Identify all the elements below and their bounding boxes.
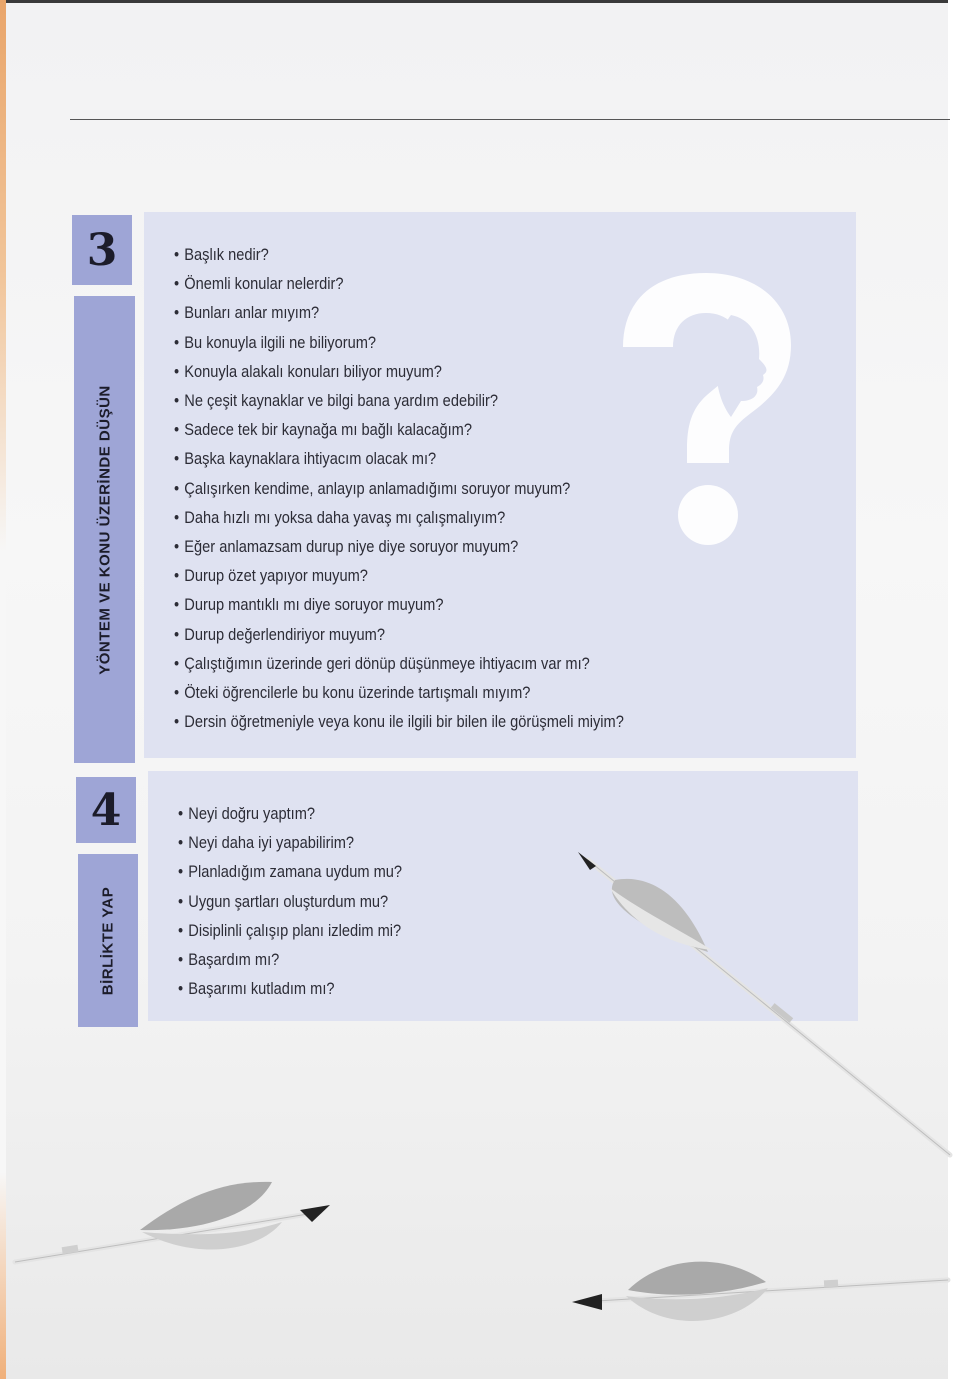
- list-item: • Dersin öğretmeniyle veya konu ile ilgili bir bilen ile görüşmeli miyim?: [174, 707, 624, 736]
- list-item: • Başlık nedir?: [174, 240, 624, 269]
- list-item: • Neyi daha iyi yapabilirim?: [178, 828, 402, 857]
- section-3-number: 3: [86, 224, 118, 276]
- list-item: • Disiplinli çalışıp planı izledim mi?: [178, 916, 402, 945]
- section-4-question-list: [178, 799, 438, 1003]
- section-3-question-list: [174, 240, 697, 736]
- list-item: • Başka kaynaklara ihtiyacım olacak mı?: [174, 444, 624, 473]
- section-3-label: YÖNTEM VE KONU ÜZERİNDE DÜŞÜN: [96, 384, 113, 675]
- list-item: • Uygun şartları oluşturdum mu?: [178, 887, 402, 916]
- list-item: • Çalışırken kendime, anlayıp anlamadığımı soruyor muyum?: [174, 474, 624, 503]
- list-item: • Önemli konular nelerdir?: [174, 269, 624, 298]
- list-item: • Konuyla alakalı konuları biliyor muyum?: [174, 357, 624, 386]
- list-item: • Neyi doğru yaptım?: [178, 799, 402, 828]
- list-item: • Başarımı kutladım mı?: [178, 974, 402, 1003]
- header-rule: [70, 119, 950, 120]
- ground-arrow-right: [572, 1262, 948, 1321]
- section-4-panel: [148, 771, 858, 1021]
- list-item: • Bu konuyla ilgili ne biliyorum?: [174, 328, 624, 357]
- list-item: • Başardım mı?: [178, 945, 402, 974]
- section-3-number-box: [72, 215, 132, 285]
- section-4-number: 4: [90, 784, 122, 836]
- section-4-label: BİRLİKTE YAP: [99, 886, 117, 995]
- list-item: • Ne çeşit kaynaklar ve bilgi bana yardım edebilir?: [174, 386, 624, 415]
- list-item: • Öteki öğrencilerle bu konu üzerinde tartışmalı mıyım?: [174, 678, 624, 707]
- list-item: • Planladığım zamana uydum mu?: [178, 857, 402, 886]
- list-item: • Durup özet yapıyor muyum?: [174, 561, 624, 590]
- section-4-label-box: [78, 854, 138, 1027]
- ground-arrow-left: [15, 1182, 330, 1262]
- section-3-label-box: [74, 296, 135, 763]
- list-item: • Sadece tek bir kaynağa mı bağlı kalacağım?: [174, 415, 624, 444]
- list-item: • Durup değerlendiriyor muyum?: [174, 620, 624, 649]
- list-item: • Daha hızlı mı yoksa daha yavaş mı çalışmalıyım?: [174, 503, 624, 532]
- list-item: • Durup mantıklı mı diye soruyor muyum?: [174, 590, 624, 619]
- section-4-number-box: [76, 777, 136, 843]
- page-top-edge: [0, 0, 960, 3]
- page-left-edge: [0, 0, 6, 1379]
- list-item: • Eğer anlamazsam durup niye diye soruyor muyum?: [174, 532, 624, 561]
- section-3-panel: [144, 212, 856, 758]
- list-item: • Çalıştığımın üzerinde geri dönüp düşünmeye ihtiyacım var mı?: [174, 649, 624, 678]
- page-right-edge: [948, 0, 960, 1379]
- list-item: • Bunları anlar mıyım?: [174, 298, 624, 327]
